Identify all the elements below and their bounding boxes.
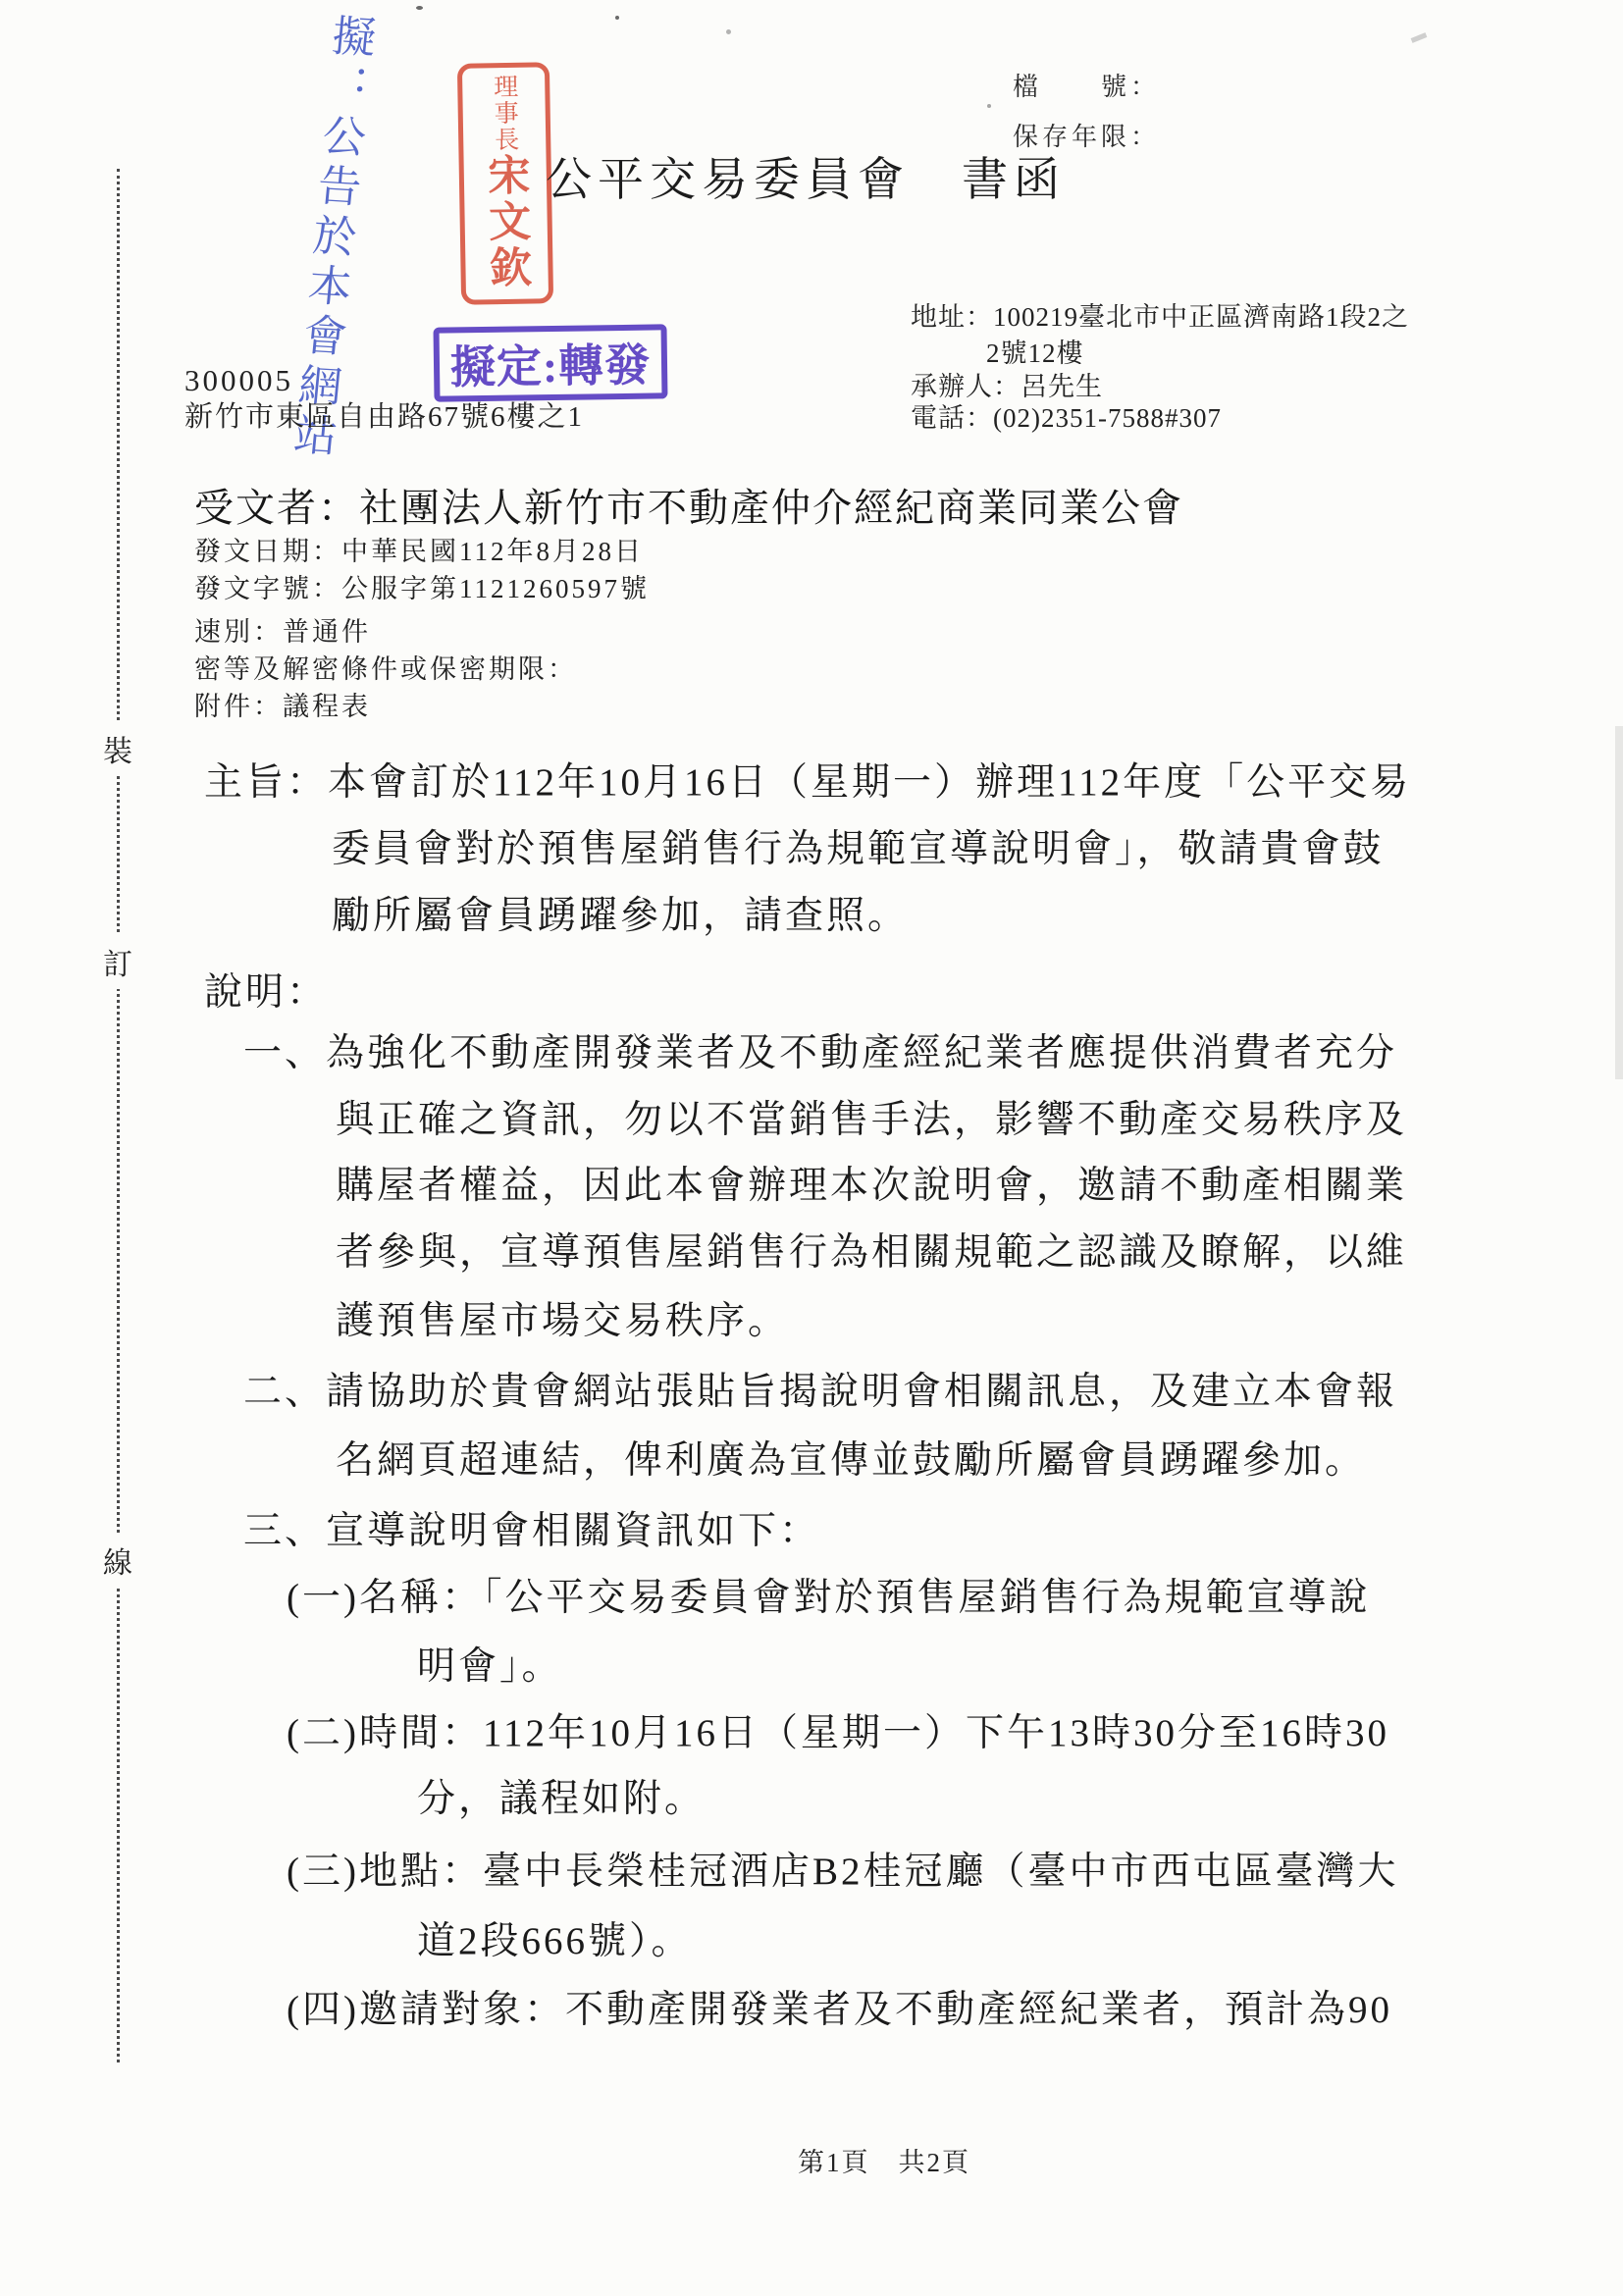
body-line: (四)邀請對象：不動產開發業者及不動產經紀業者，預計為90 [287,1989,1392,2031]
priority-level: 速別：普通件 [194,617,371,647]
body-line: (二)時間：112年10月16日（星期一）下午13時30分至16時30 [287,1712,1390,1754]
body-line: 分，議程如附。 [417,1778,707,1820]
body-line: 與正確之資訊，勿以不當銷售手法，影響不動產交易秩序及 [336,1099,1408,1141]
sender-address-line1: 地址：100219臺北市中正區濟南路1段2之 [911,302,1409,332]
chairman-seal [457,62,553,305]
chairman-seal-name: 宋文欽 [481,152,531,292]
scan-noise [726,29,731,34]
body-line: 二、請協助於貴會網站張貼旨揭說明會相關訊息，及建立本會報 [243,1371,1398,1413]
subject-line: 委員會對於預售屋銷售行為規範宣導說明會」，敬請貴會鼓 [332,828,1385,870]
file-number-label: 檔 號： [1013,73,1161,101]
subject-line: 勵所屬會員踴躍參加，請查照。 [332,895,910,937]
body-line: 一、為強化不動產開發業者及不動產經紀業者應提供消費者充分 [243,1032,1398,1074]
sender-contact-person: 承辦人：呂先生 [911,372,1103,401]
binding-mark-ding: 訂 [99,934,136,989]
body-line: 明會」。 [417,1645,563,1688]
scan-noise [987,104,991,108]
recipient-address: 新竹市東區自由路67號6樓之1 [184,401,585,433]
body-line: 道2段666號）。 [417,1920,693,1962]
body-line: 護預售屋市場交易秩序。 [336,1300,790,1342]
scan-smudge [1411,32,1428,43]
scan-noise [615,16,619,20]
body-line: (一)名稱：「公平交易委員會對於預售屋銷售行為規範宣導說 [287,1577,1371,1619]
action-stamp: 擬定:轉發 [433,324,667,401]
chairman-seal-title: 理事長 [490,73,518,154]
body-line: 者參與，宣導預售屋銷售行為相關規範之認識及瞭解，以維 [336,1231,1408,1274]
document-title: 公平交易委員會 書函 [546,155,1066,206]
handwritten-note: 擬：公告於本會網站 [285,12,376,464]
binding-mark-xian: 線 [99,1533,136,1588]
sender-address-line2: 2號12樓 [986,339,1084,368]
explanation-heading: 說明： [204,971,329,1014]
scan-edge-shadow [1615,726,1623,1079]
security-level: 密等及解密條件或保密期限： [194,654,577,684]
body-line: 名網頁超連結，俾利廣為宣傳並鼓勵所屬會員踴躍參加。 [336,1439,1367,1482]
attachment-note: 附件：議程表 [194,692,371,721]
body-line: 購屋者權益，因此本會辦理本次說明會，邀請不動產相關業 [336,1165,1408,1207]
issue-date: 發文日期：中華民國112年8月28日 [194,537,644,566]
subject-line: 主旨：本會訂於112年10月16日（星期一）辦理112年度「公平交易 [204,761,1412,804]
binding-dotted-line [117,169,120,2062]
body-line: 三、宣導說明會相關資訊如下： [243,1510,821,1552]
scan-noise [416,6,423,10]
page-footer: 第1頁 共2頁 [798,2148,970,2177]
recipient-postal-code: 300005 [184,363,293,397]
binding-mark-zhuang: 裝 [99,721,136,776]
retention-period-label: 保存年限： [1013,123,1161,151]
document-number: 發文字號：公服字第1121260597號 [194,574,650,603]
recipient-to-line: 受文者：社團法人新竹市不動產仲介經紀商業同業公會 [194,486,1183,530]
sender-phone: 電話：(02)2351-7588#307 [911,403,1222,433]
body-line: (三)地點：臺中長榮桂冠酒店B2桂冠廳（臺中市西屯區臺灣大 [287,1851,1399,1893]
